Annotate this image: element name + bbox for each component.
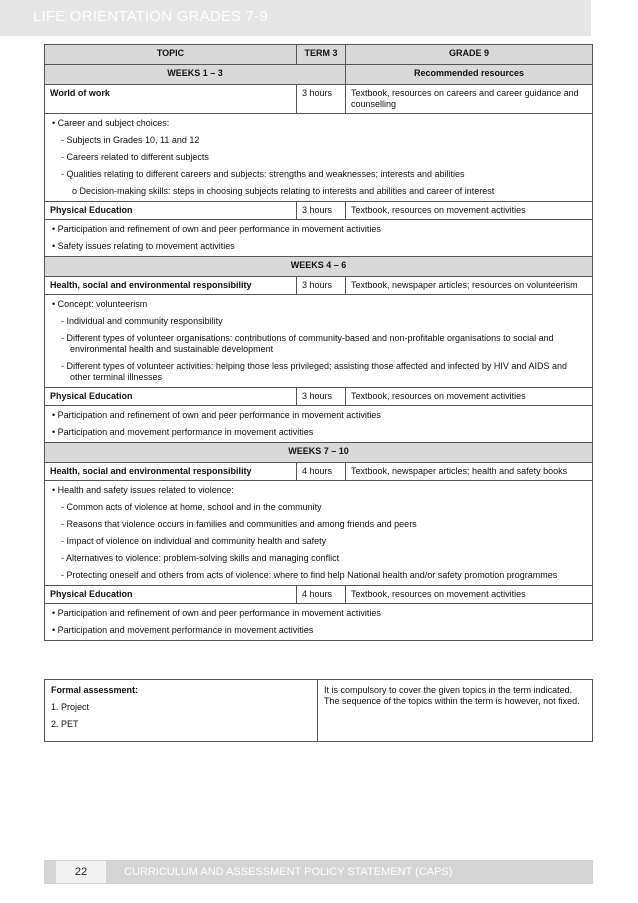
topic-content: [45, 406, 593, 443]
content-item: • Participation and refinement of own and peer performance in movement activities: [52, 224, 381, 234]
page-header-title: LIFE ORIENTATION GRADES 7-9: [33, 8, 268, 25]
topic-hours: 4 hours: [297, 463, 346, 481]
topic-hours: 3 hours: [297, 202, 346, 220]
topic-row: [45, 85, 593, 114]
assessment-item: 1. Project: [51, 702, 90, 712]
page-header-bar: [0, 0, 591, 36]
topic-row: [45, 463, 593, 481]
content-item: • Concept: volunteerism: [52, 299, 148, 309]
topic-name: Health, social and environmental responsibility: [45, 463, 297, 481]
content-item: - Careers related to different subjects: [61, 152, 209, 162]
content-item: • Participation and refinement of own and peer performance in movement activities: [52, 608, 381, 618]
table-header-row: [45, 45, 593, 65]
topic-content: [45, 295, 593, 388]
content-item: - Alternatives to violence: problem-solving skills and managing conflict: [61, 553, 340, 563]
term-header: TERM 3: [297, 45, 346, 65]
page-footer: [44, 860, 593, 884]
topic-content: [45, 220, 593, 257]
topic-name: World of work: [45, 85, 297, 114]
topic-resources: Textbook, resources on movement activities: [346, 388, 593, 406]
topic-content: [45, 114, 593, 202]
content-row: [45, 481, 593, 586]
footer-title: CURRICULUM AND ASSESSMENT POLICY STATEMENT (CAPS): [124, 866, 453, 878]
content-item: - Impact of violence on individual and community health and safety: [61, 536, 327, 546]
weeks-1-3-row: [45, 65, 593, 85]
topic-hours: 3 hours: [297, 85, 346, 114]
content-item: - Common acts of violence at home, school and in the community: [61, 502, 322, 512]
topic-resources: Textbook, resources on careers and career guidance and counselling: [346, 85, 593, 114]
topic-name: Physical Education: [45, 388, 297, 406]
topic-hours: 4 hours: [297, 586, 346, 604]
topic-resources: Textbook, newspaper articles; health and safety books: [346, 463, 593, 481]
assessment-title: Formal assessment:: [51, 685, 139, 695]
weeks-4-6-row: [45, 257, 593, 277]
topic-name: Physical Education: [45, 586, 297, 604]
assessment-note: It is compulsory to cover the given topics in the term indicated. The sequence of the topics within the term is however, not fixed.: [318, 680, 593, 742]
content-item: - Different types of volunteer organisations: contributions of community-based and non-profitable organisations to social and environmental health and sustainable development: [61, 333, 554, 354]
topic-content: [45, 604, 593, 641]
topic-row: [45, 388, 593, 406]
topic-row: [45, 277, 593, 295]
content-item: o Decision-making skills: steps in choosing subjects relating to interests and abilities and career of interest: [72, 186, 495, 196]
content-item: • Health and safety issues related to violence:: [52, 485, 234, 495]
resources-header: Recommended resources: [346, 65, 593, 85]
grade-header: GRADE 9: [346, 45, 593, 65]
assessment-cell: [45, 680, 318, 742]
topic-resources: Textbook, resources on movement activities: [346, 202, 593, 220]
content-item: - Protecting oneself and others from acts of violence: where to find help National health and/or safety promotion programmes: [61, 570, 558, 580]
assessment-table: [44, 679, 593, 742]
topic-name: Physical Education: [45, 202, 297, 220]
content-item: - Qualities relating to different careers and subjects: strengths and weaknesses; interests and abilities: [61, 169, 465, 179]
topic-resources: Textbook, newspaper articles; resources on volunteerism: [346, 277, 593, 295]
content-row: [45, 220, 593, 257]
content-item: - Reasons that violence occurs in families and communities and among friends and peers: [61, 519, 417, 529]
content-item: • Safety issues relating to movement activities: [52, 241, 235, 251]
page-number-box: [56, 861, 106, 883]
weeks-7-10-row: [45, 443, 593, 463]
term-plan-table: [44, 44, 593, 641]
weeks-4-6-label: WEEKS 4 – 6: [45, 257, 593, 277]
content-row: [45, 406, 593, 443]
topic-hours: 3 hours: [297, 388, 346, 406]
weeks-7-10-label: WEEKS 7 – 10: [45, 443, 593, 463]
assessment-item: 2. PET: [51, 719, 79, 729]
content-item: - Individual and community responsibility: [61, 316, 223, 326]
content-item: • Participation and movement performance in movement activities: [52, 427, 314, 437]
content-item: - Subjects in Grades 10, 11 and 12: [61, 135, 200, 145]
content-row: [45, 295, 593, 388]
topic-row: [45, 202, 593, 220]
content-item: • Participation and movement performance in movement activities: [52, 625, 314, 635]
content-item: • Participation and refinement of own and peer performance in movement activities: [52, 410, 381, 420]
topic-header: TOPIC: [45, 45, 297, 65]
topic-row: [45, 586, 593, 604]
content-row: [45, 114, 593, 202]
content-item: - Different types of volunteer activities: helping those less privileged; assisting those affected and infected by HIV and AIDS and other terminal illnesses: [61, 361, 567, 382]
weeks-1-3-label: WEEKS 1 – 3: [45, 65, 346, 85]
content-item: • Career and subject choices:: [52, 118, 170, 128]
content-row: [45, 604, 593, 641]
page-number: 22: [74, 866, 88, 878]
topic-content: [45, 481, 593, 586]
topic-name: Health, social and environmental responsibility: [45, 277, 297, 295]
topic-hours: 3 hours: [297, 277, 346, 295]
topic-resources: Textbook, resources on movement activities: [346, 586, 593, 604]
